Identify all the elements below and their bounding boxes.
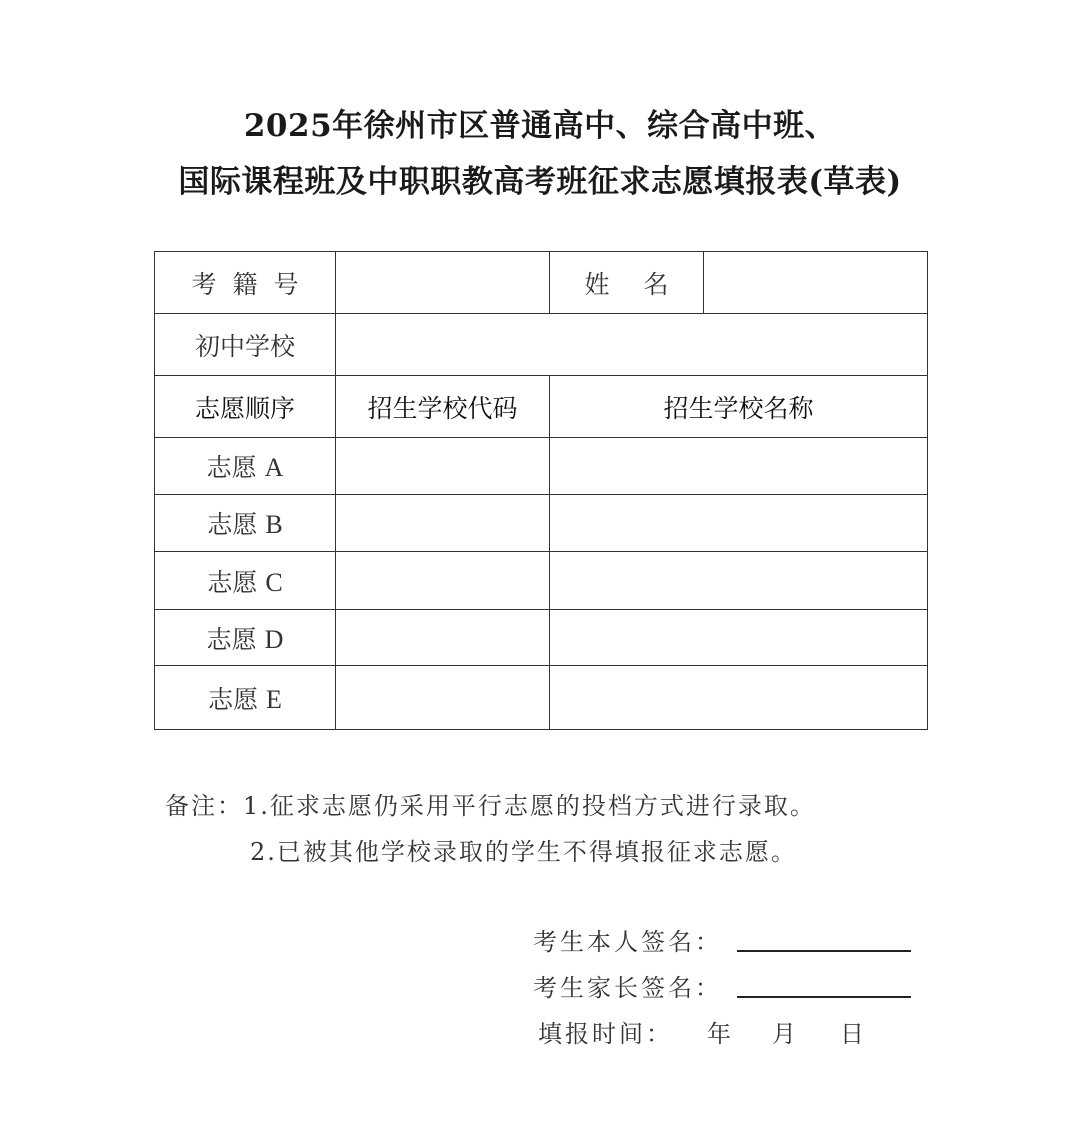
form-title-line-1: 2025年徐州市区普通高中、综合高中班、 — [243, 108, 837, 144]
choice-label: 志愿 C — [155, 552, 336, 610]
choice-row — [155, 552, 928, 610]
header-row — [155, 376, 928, 438]
fill-date-label: 填报时间： — [538, 1020, 673, 1048]
application-form-table — [154, 251, 928, 730]
student-name-label: 姓名 — [550, 252, 704, 314]
student-signature-line[interactable] — [737, 950, 911, 952]
choice-school-name-field[interactable] — [550, 495, 928, 552]
choice-row — [155, 495, 928, 552]
school-name-header: 招生学校名称 — [550, 376, 928, 438]
choice-school-code-field[interactable] — [336, 438, 550, 495]
choice-label: 志愿 E — [155, 666, 336, 730]
choice-school-name-field[interactable] — [550, 610, 928, 666]
choice-order-header: 志愿顺序 — [155, 376, 336, 438]
choice-row — [155, 666, 928, 730]
date-day-label: 日 — [840, 1020, 864, 1048]
middle-school-field[interactable] — [336, 314, 928, 376]
middle-school-label: 初中学校 — [155, 314, 336, 376]
form-title-line-2: 国际课程班及中职职教高考班征求志愿填报表(草表) — [178, 164, 902, 200]
choice-label: 志愿 B — [155, 495, 336, 552]
student-signature-label: 考生本人签名： — [533, 928, 722, 956]
choice-school-name-field[interactable] — [550, 552, 928, 610]
exam-number-field[interactable] — [336, 252, 550, 314]
school-code-header: 招生学校代码 — [336, 376, 550, 438]
exam-number-label: 考籍号 — [155, 252, 336, 314]
choice-school-code-field[interactable] — [336, 610, 550, 666]
choice-school-name-field[interactable] — [550, 666, 928, 730]
date-month-label: 月 — [772, 1020, 796, 1048]
date-year-label: 年 — [707, 1020, 731, 1048]
choice-label: 志愿 D — [155, 610, 336, 666]
parent-signature-label: 考生家长签名： — [533, 974, 722, 1002]
parent-signature-line[interactable] — [737, 996, 911, 998]
choice-label: 志愿 A — [155, 438, 336, 495]
exam-number-row — [155, 252, 928, 314]
choice-school-name-field[interactable] — [550, 438, 928, 495]
choice-row — [155, 610, 928, 666]
note-line-2: 2.已被其他学校录取的学生不得填报征求志愿。 — [250, 838, 797, 866]
middle-school-row — [155, 314, 928, 376]
choice-school-code-field[interactable] — [336, 666, 550, 730]
student-name-field[interactable] — [704, 252, 928, 314]
choice-school-code-field[interactable] — [336, 552, 550, 610]
choice-school-code-field[interactable] — [336, 495, 550, 552]
note-line-1: 备注：1.征求志愿仍采用平行志愿的投档方式进行录取。 — [165, 792, 816, 820]
choice-row — [155, 438, 928, 495]
